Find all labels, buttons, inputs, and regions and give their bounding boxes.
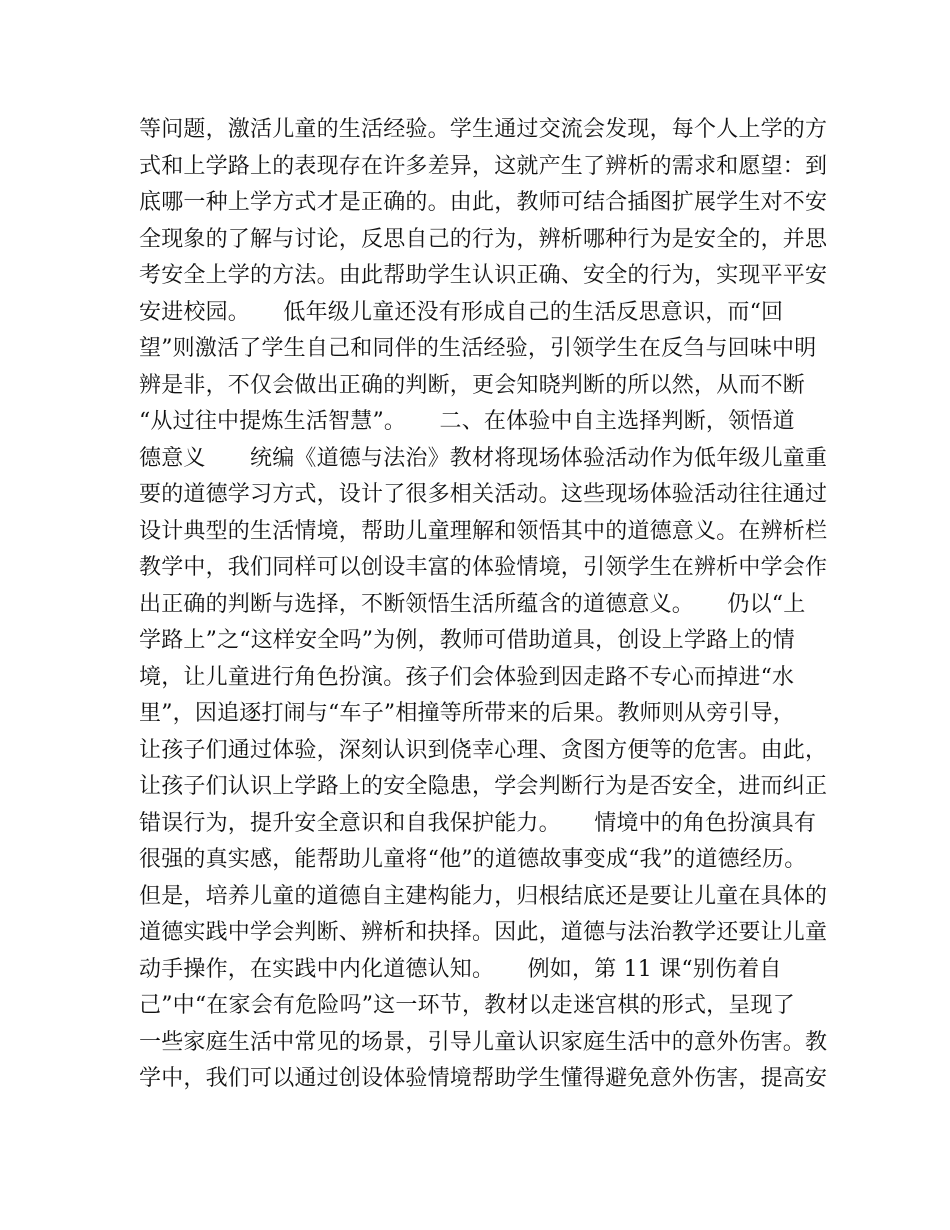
body-text <box>139 112 839 1098</box>
text-line: 考安全上学的方法。由此帮助学生认识正确、安全的行为，实现平平安 <box>139 263 828 288</box>
text-line: 设计典型的生活情境，帮助儿童理解和领悟其中的道德意义。在辨析栏 <box>139 518 828 544</box>
text-line: 道德实践中学会判断、辨析和抉择。因此，道德与法治教学还要让儿童 <box>139 920 828 945</box>
text-line: 很强的真实感，能帮助儿童将“他”的道德故事变成“我”的道德经历。 <box>139 847 807 872</box>
text-line: “从过往中提炼生活智慧”。 二、在体验中自主选择判断，领悟道 <box>139 409 795 434</box>
text-line: 学中，我们可以通过创设体验情境帮助学生懂得避免意外伤害，提高安 <box>139 1066 828 1091</box>
text-line: 要的道德学习方式，设计了很多相关活动。这些现场体验活动往往通过 <box>139 482 828 507</box>
text-line: 安进校园。 低年级儿童还没有形成自己的生活反思意识，而“回 <box>139 299 784 325</box>
text-line: 教学中，我们同样可以创设丰富的体验情境，引领学生在辨析中学会作 <box>139 555 828 580</box>
text-line: 出正确的判断与选择，不断领悟生活所蕴含的道德意义。 仍以“上 <box>139 591 806 617</box>
text-line: 但是，培养儿童的道德自主建构能力，归根结底还是要让儿童在具体的 <box>139 883 828 909</box>
text-line: 让孩子们认识上学路上的安全隐患，学会判断行为是否安全，进而纠正 <box>139 774 828 799</box>
text-line: 境，让儿童进行角色扮演。孩子们会体验到因走路不专心而掉进“水 <box>139 664 795 690</box>
text-line: 学路上”之“这样安全吗”为例，教师可借助道具，创设上学路上的情 <box>139 628 795 653</box>
text-line: 动手操作，在实践中内化道德认知。 例如，第 11 课“别伤着自 <box>139 956 782 982</box>
text-line: 德意义 统编《道德与法治》教材将现场体验活动作为低年级儿童重 <box>139 445 828 471</box>
text-line: 等问题，激活儿童的生活经验。学生通过交流会发现，每个人上学的方 <box>139 117 828 142</box>
text-line: 辨是非，不仅会做出正确的判断，更会知晓判断的所以然，从而不断 <box>139 372 806 398</box>
text-line: 己”中“在家会有危险吗”这一环节，教材以走迷宫棋的形式，呈现了 <box>139 993 795 1018</box>
text-line: 错误行为，提升安全意识和自我保护能力。 情境中的角色扮演具有 <box>139 810 817 836</box>
text-line: 让孩子们通过体验，深刻认识到侥幸心理、贪图方便等的危害。由此， <box>139 737 828 763</box>
text-line: 一些家庭生活中常见的场景，引导儿童认识家庭生活中的意外伤害。教 <box>139 1029 828 1055</box>
text-line: 里”，因追逐打闹与“车子”相撞等所带来的后果。教师则从旁引导， <box>139 701 795 726</box>
text-line: 全现象的了解与讨论，反思自己的行为，辨析哪种行为是安全的，并思 <box>139 226 828 252</box>
text-line: 式和上学路上的表现存在许多差异，这就产生了辨析的需求和愿望：到 <box>139 153 828 179</box>
text-line: 底哪一种上学方式才是正确的。由此，教师可结合插图扩展学生对不安 <box>139 190 828 215</box>
text-line: 望”则激活了学生自己和同伴的生活经验，引领学生在反刍与回味中明 <box>139 336 817 361</box>
